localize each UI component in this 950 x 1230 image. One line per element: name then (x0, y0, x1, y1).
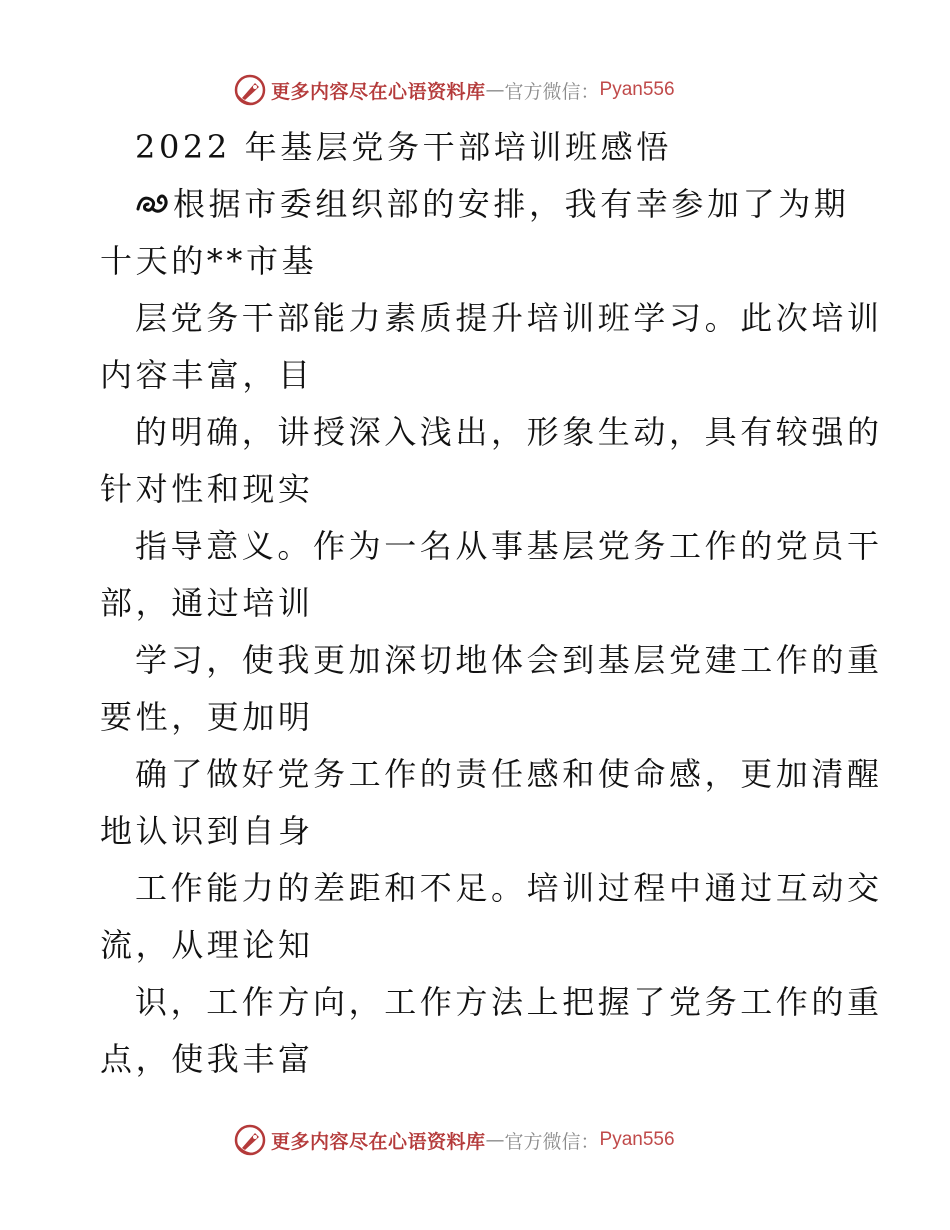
paragraph-line-12: 地认识到自身 (100, 812, 314, 850)
banner-separator: — (485, 79, 505, 101)
paragraph-line-4: 内容丰富，目 (100, 356, 314, 394)
banner-title: 更多内容尽在心语资料库 (271, 1130, 486, 1153)
banner-contact-id: Pyan556 (599, 79, 675, 100)
paragraph-line-13: 工作能力的差距和不足。培训过程中通过互动交 (135, 869, 883, 907)
ornament-icon (135, 189, 171, 219)
header-banner (233, 70, 713, 110)
banner-title: 更多内容尽在心语资料库 (271, 80, 486, 103)
document-title: 2022 年基层党务干部培训班感悟 (135, 128, 672, 166)
paragraph-line-9: 学习，使我更加深切地体会到基层党建工作的重 (135, 641, 883, 679)
footer-banner (233, 1120, 713, 1160)
banner-separator: — (485, 1129, 505, 1151)
banner-contact-label: 官方微信： (504, 80, 600, 103)
paragraph-line-7: 指导意义。作为一名从事基层党务工作的党员干 (135, 527, 883, 565)
paragraph-line-16: 点，使我丰富 (100, 1040, 314, 1078)
paragraph-line-2: 十天的**市基 (100, 242, 318, 280)
line-text: 根据市委组织部的安排，我有幸参加了为期 (173, 185, 850, 223)
paragraph-line-5: 的明确，讲授深入浅出，形象生动，具有较强的 (135, 413, 883, 451)
paragraph-line-8: 部，通过培训 (100, 584, 314, 622)
paragraph-line-15: 识，工作方向，工作方法上把握了党务工作的重 (135, 983, 883, 1021)
paragraph-line-6: 针对性和现实 (100, 470, 314, 508)
pen-nib-logo-icon (233, 73, 267, 107)
pen-nib-logo-icon (233, 1123, 267, 1157)
paragraph-line-1 (135, 184, 895, 224)
paragraph-line-14: 流，从理论知 (100, 926, 314, 964)
banner-contact-id: Pyan556 (599, 1129, 675, 1150)
banner-contact-label: 官方微信： (504, 1130, 600, 1153)
paragraph-line-10: 要性，更加明 (100, 698, 314, 736)
paragraph-line-3: 层党务干部能力素质提升培训班学习。此次培训 (135, 299, 883, 337)
paragraph-line-11: 确了做好党务工作的责任感和使命感，更加清醒 (135, 755, 883, 793)
